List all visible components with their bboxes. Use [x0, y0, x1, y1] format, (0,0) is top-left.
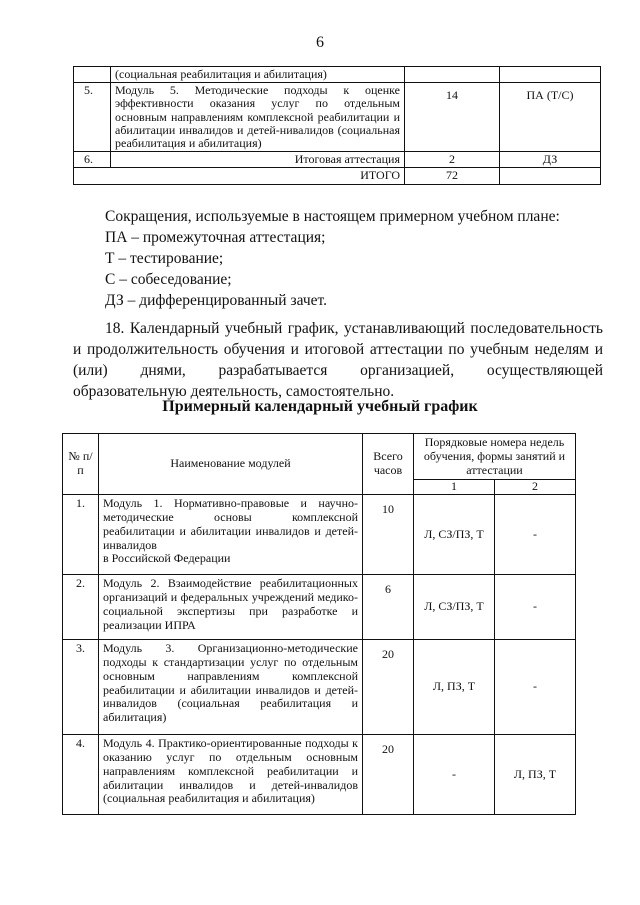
week-2-cell: -: [495, 640, 576, 735]
hours-cell: 2: [405, 152, 500, 168]
page-number: 6: [316, 34, 324, 51]
abbreviation-item: С – собеседование;: [105, 271, 232, 288]
table-row: [63, 640, 576, 735]
module-name: Модуль 2. Взаимодействие реабилитационных организаций и федеральных учреждений медико-социальной экспертизы при разработке и реализации ИПРА: [99, 575, 363, 640]
hours-cell: 20: [363, 735, 414, 815]
total-hours: 72: [405, 168, 500, 184]
module-name: (социальная реабилитация и абилитация): [111, 67, 405, 83]
week-2-cell: Л, ПЗ, Т: [495, 735, 576, 815]
curriculum-table-continued: [73, 66, 601, 185]
row-number: 3.: [63, 640, 99, 735]
week-1-cell: Л, ПЗ, Т: [414, 640, 495, 735]
schedule-title: Примерный календарный учебный график: [162, 398, 478, 415]
row-number: 4.: [63, 735, 99, 815]
hours-cell: 6: [363, 575, 414, 640]
week-1-cell: Л, СЗ/ПЗ, Т: [414, 575, 495, 640]
hours-cell: 14: [405, 83, 500, 152]
header-week-1: 1: [414, 480, 495, 495]
table-row: [63, 575, 576, 640]
hours-cell: 20: [363, 640, 414, 735]
header-weeks: Порядковые номера недель обучения, формы занятий и аттестации: [414, 434, 576, 480]
header-row: [63, 434, 576, 480]
abbreviations-title: Сокращения, используемые в настоящем примерном учебном плане:: [105, 208, 560, 225]
attestation-form-cell: ДЗ: [500, 152, 601, 168]
abbreviation-item: Т – тестирование;: [105, 250, 224, 267]
week-2-cell: -: [495, 495, 576, 575]
module-name: Модуль 5. Методические подходы к оценке эффективности оказания услуг по отдельным основным направлениям комплексной реабилитации и абилитации инвалидов и детей-нивалидов (социальная реабилитация и абилитация): [111, 83, 405, 152]
table-row: [74, 67, 601, 83]
table-row: [63, 735, 576, 815]
module-name-line: в Российской Федерации: [103, 551, 231, 566]
row-number: 1.: [63, 495, 99, 575]
total-label: ИТОГО: [74, 168, 405, 184]
hours-cell: [405, 67, 500, 83]
paragraph-text: 18. Календарный учебный график, устанавливающий последовательность и продолжительность обучения и итоговой аттестации по учебным неделям и (или) днями, разрабатывается организацией, осуществляющей образовательную деятельность, самостоятельно.: [73, 320, 603, 400]
header-hours: Всего часов: [363, 434, 414, 495]
hours-cell: 10: [363, 495, 414, 575]
week-2-cell: -: [495, 575, 576, 640]
module-name: Итоговая аттестация: [111, 152, 405, 168]
module-name: [99, 495, 363, 575]
table-row: [74, 152, 601, 168]
row-number: 5.: [74, 83, 111, 152]
attestation-form-cell: ПА (Т/С): [500, 83, 601, 152]
module-name: Модуль 4. Практико-ориентированные подходы к оказанию услуг по отдельным основным направлениям комплексной реабилитации и абилитации инвалидов и детей-инвалидов (социальная реабилитация и абилитация): [99, 735, 363, 815]
module-name: Модуль 3. Организационно-методические подходы к стандартизации услуг по отдельным основным направлениям комплексной реабилитации и абилитации инвалидов и детей-инвалидов (социальная реабилитация и абилитация): [99, 640, 363, 735]
week-1-cell: -: [414, 735, 495, 815]
row-number: [74, 67, 111, 83]
header-week-2: 2: [495, 480, 576, 495]
table-row-total: [74, 168, 601, 184]
row-number: 6.: [74, 152, 111, 168]
header-num: № п/п: [63, 434, 99, 495]
week-1-cell: Л, СЗ/ПЗ, Т: [414, 495, 495, 575]
table-row: [63, 495, 576, 575]
module-name-line: Модуль 1. Нормативно-правовые и научно-методические основы комплексной реабилитации и абилитации инвалидов и детей-инвалидов: [103, 496, 358, 552]
abbreviation-item: ДЗ – дифференцированный зачет.: [105, 292, 328, 309]
attestation-form-cell: [500, 67, 601, 83]
row-number: 2.: [63, 575, 99, 640]
abbreviation-item: ПА – промежуточная аттестация;: [105, 229, 326, 246]
table-row: [74, 83, 601, 152]
paragraph-18: [73, 318, 603, 402]
schedule-table: [62, 433, 576, 815]
empty-cell: [500, 168, 601, 184]
header-module-name: Наименование модулей: [99, 434, 363, 495]
